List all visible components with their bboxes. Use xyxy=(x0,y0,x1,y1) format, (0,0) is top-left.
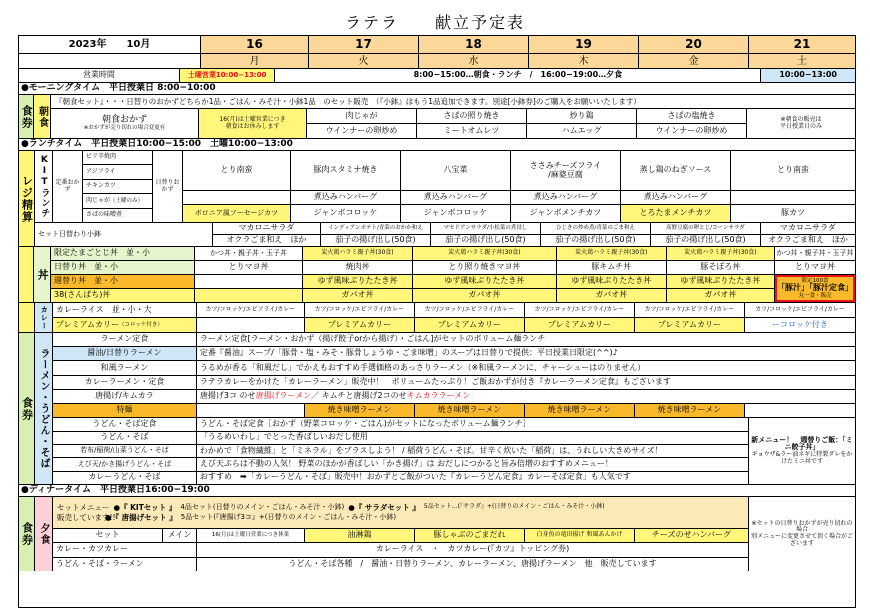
curry-wed: カツ/コロッケ/エビフライ/カレー xyxy=(415,303,525,317)
header-hours-row xyxy=(19,69,855,83)
udon-row-5 xyxy=(53,472,748,484)
noodle-row-5-label: 唐揚げ/キムカラ xyxy=(53,390,197,403)
udon-row-5-label: カレーうどん・そば xyxy=(53,472,197,484)
morning-fri-2: ウインナーの卵炒め xyxy=(655,125,728,135)
don-sat-2: とりマヨ丼 xyxy=(775,261,855,275)
morning-tue-2: ウインナーの卵炒め xyxy=(325,125,398,135)
curry-fri: カツ/コロッケ/エビフライ/カレー xyxy=(635,303,745,317)
udon-row-2-label: うどん・そば xyxy=(53,432,197,444)
karaage-set-detail: 5品セット(『唐揚げ3コ』+(日替りのメイン・ごはん・みそ汁・小鉢) xyxy=(180,512,397,521)
udon-row-2-text: 「うるめいわし」でとった香ばしいおだし使用 xyxy=(199,432,368,442)
dinner-curry-row xyxy=(53,543,748,558)
salad-set: ●『 サラダセット 』 xyxy=(348,503,420,513)
curry-label: カレーライス 並・小・大 xyxy=(53,303,197,317)
morning-fri xyxy=(637,109,747,138)
teishoku-item-4-text: 肉じゃが xyxy=(85,196,110,204)
karaage-text-2: ／ キムチと唐揚げ2コのせ xyxy=(311,390,407,400)
lunch-section-row xyxy=(19,139,855,151)
udon-row-1 xyxy=(53,418,748,431)
day-num-18: 18 xyxy=(419,36,529,53)
don-row-2-wed: とり照り焼きマヨ丼 xyxy=(448,262,521,272)
lunch-sub1-mon xyxy=(183,191,291,204)
don-sat-1: かつ丼・親子丼・玉子丼 xyxy=(775,247,855,261)
lunch-sub1-wed: 煮込みハンバーグ xyxy=(401,191,511,204)
lunch-main-row xyxy=(183,151,855,191)
tokusei-sat xyxy=(745,404,855,417)
noodle-row-1-label: ラーメン定食 xyxy=(53,333,197,346)
noodle-row-1 xyxy=(53,333,855,347)
dow-mon: 月 xyxy=(201,54,309,68)
don-row-1 xyxy=(51,247,556,261)
dow-tue: 火 xyxy=(309,54,419,68)
morning-thu-1: 炒り鶏 xyxy=(527,109,636,124)
don-row-1-fri: 炭火鶏ハラミ親子丼(30食) xyxy=(667,247,774,260)
hours-sat: 10:00−13:00 xyxy=(761,69,855,82)
dinner-sat-note: ※セットの日替りおかずが売り切れの場合 別メニューに変更させて頂く場合がございます xyxy=(751,519,854,547)
kobachi2-fri: 茄子の揚げ出し(50食) xyxy=(651,235,761,246)
morning-okazu-note: ※おかずが売り切れの場合変更有 xyxy=(83,125,166,132)
premium-mon xyxy=(197,318,305,332)
day-num-19: 19 xyxy=(529,36,639,53)
lunch-sub1-row xyxy=(183,191,855,205)
day-num-17: 17 xyxy=(309,36,419,53)
curry-block xyxy=(19,303,855,333)
teishoku-label: 定番おかず xyxy=(53,151,83,222)
teishoku-item-4 xyxy=(83,194,152,208)
noodle-side-label-2: ラーメン・うどん・そば xyxy=(35,333,53,484)
don-row-3-label: 週替り丼 並・小 xyxy=(51,275,195,288)
morning-okazu-cell xyxy=(51,109,199,138)
morning-block xyxy=(19,95,855,139)
teishoku-item-5: さばの味噌煮 xyxy=(85,211,122,219)
kobachi1-sat: マカロニサラダ xyxy=(780,223,836,233)
noodle-block xyxy=(19,333,855,485)
udon-row-4-label: えび天/かき揚げうどん・そば xyxy=(53,458,197,470)
lunch-sub2-thu: ジャンボメンチカツ xyxy=(511,205,621,222)
don-sat-special-top: 限定100食 xyxy=(801,278,829,285)
don-side-label: 丼 xyxy=(34,247,51,302)
don-row-3-mon xyxy=(195,275,303,288)
dinner-block xyxy=(19,497,855,571)
kobachi2-tue: 茄子の揚げ出し(50食) xyxy=(321,235,431,246)
lunch-kit-block xyxy=(19,151,855,247)
don-row-2-thu: 豚キムチ丼 xyxy=(557,261,667,274)
hours-mon: 土曜営業10:00−13:00 xyxy=(180,69,276,82)
udon-row-3 xyxy=(53,445,748,458)
morning-wed-2: ミートオムレツ xyxy=(443,125,500,135)
udon-row-2 xyxy=(53,432,748,445)
kobachi2-wed: 茄子の揚げ出し(50食) xyxy=(431,235,541,246)
lunch-sub2-mon: ボロニア風ソーセージカツ xyxy=(183,205,291,222)
premium-label-cell xyxy=(53,318,197,332)
noodle-row-3-label: 和風ラーメン xyxy=(53,361,197,374)
don-sat-special-text: 「豚汁」「豚汁定食」 xyxy=(777,283,853,293)
morning-wed xyxy=(417,109,527,138)
header-dow-row xyxy=(19,54,855,69)
udon-row-4-text: えび天ぷらは不動の人気！ 野菜のほかが香ばしい「かき揚げ」は おだしにつかると旨み倍増のおすすめメニュー！ xyxy=(199,459,613,469)
premium-row xyxy=(53,318,855,332)
set-menu-block xyxy=(53,497,748,529)
morning-okazu-label: 朝食おかず xyxy=(101,114,147,125)
kobachi-row-1 xyxy=(213,223,855,235)
morning-section-row xyxy=(19,83,855,95)
karaage-ramen: 唐揚げラーメン xyxy=(255,390,312,400)
lunch-main-sat: とり南蛮 xyxy=(776,165,809,175)
lunch-sub1-thu: 煮込みハンバーグ xyxy=(511,191,621,204)
curry-thu: カツ/コロッケ/エビフライ/カレー xyxy=(525,303,635,317)
dinner-side-label: 食券 xyxy=(19,497,35,571)
dinner-fri: チーズのせハンバーグ xyxy=(635,529,748,542)
lunch-sub2-sat: 豚カツ xyxy=(780,208,805,218)
menu-table xyxy=(18,35,856,608)
kit-lunch-label: KITランチ xyxy=(35,151,53,222)
curry-mon: カツ/コロッケ/エビフライ/カレー xyxy=(197,303,305,317)
morning-section-title: ●モーニングタイム 平日授業日 8:00−10:00 xyxy=(21,83,216,93)
dinner-curry-label: カレー・カツカレー xyxy=(53,543,197,557)
lunch-sub1-fri: 煮込みハンバーグ xyxy=(621,191,731,204)
lunch-main-wed: 八宝菜 xyxy=(401,151,511,190)
don-row-4-wed: ガパオ丼 xyxy=(413,289,556,302)
premium-sat: ーコロッケ付き xyxy=(772,319,828,329)
dow-thu: 木 xyxy=(529,54,639,68)
teishoku-item-2: アジフライ xyxy=(83,165,152,179)
don-row-4-mon xyxy=(195,289,303,302)
dow-wed: 水 xyxy=(419,54,529,68)
kobachi-block xyxy=(35,223,855,246)
don-row-3 xyxy=(51,275,556,289)
don-row-3-fri: ゆず風味ぶりたたき丼 xyxy=(667,275,774,288)
curry-sat: カツ/コロッケ/エビフライ/カレー xyxy=(755,305,845,313)
sat-new-menu xyxy=(749,418,855,484)
don-row-3-wed: ゆず風味ぶりたたき丼 xyxy=(413,275,556,288)
day-num-16: 16 xyxy=(201,36,309,53)
tokusei-row xyxy=(53,404,855,418)
don-row-1-thu: 炭火鶏ハラミ親子丼(30食) xyxy=(557,247,667,260)
don-row-2 xyxy=(51,261,556,275)
lunch-main-fri: 蒸し鶏のねぎソース xyxy=(621,151,731,190)
day-num-20: 20 xyxy=(639,36,749,53)
set-menu-label: セットメニュー xyxy=(57,503,110,513)
noodle-row-3 xyxy=(53,361,855,375)
lunch-main-thu: ささみチーズフライ /麻婆豆腐 xyxy=(511,151,621,190)
dinner-udon-label: うどん・そば・ラーメン xyxy=(53,558,197,572)
don-row-3-thu: ゆず風味ぶりたたき丼 xyxy=(557,275,667,288)
salad-set-detail: 5品セット…(『サラダ』+(日替りのメイン・ごはん・みそ汁・小鉢) xyxy=(423,503,605,511)
don-row-4-fri: ガパオ丼 xyxy=(667,289,774,302)
lunch-sub1-tue: 煮込みハンバーグ xyxy=(291,191,401,204)
don-row-3-tue: ゆず風味ぶりたたき丼 xyxy=(303,275,413,288)
dinner-main-row xyxy=(53,529,748,543)
tokusei-thu: 焼き味噌ラーメン xyxy=(525,404,635,417)
premium-wed: プレミアムカリー xyxy=(415,318,525,332)
teishoku-item-3: チキンカツ xyxy=(83,180,152,194)
noodle-side-label: 食券 xyxy=(19,333,35,484)
udon-row-3-label: 若布/稲荷/山菜うどん・そば xyxy=(53,445,197,457)
karaage-set: ●『 唐揚げセット 』 xyxy=(105,512,177,522)
premium-label: プレミアムカリー xyxy=(55,319,120,329)
udon-row-3-text: わかめで「食物繊維」と「ミネラル」をプラスしよう！ / 稲荷うどん・そば。甘辛く炊いた「稲荷」は、うれしい大きめサイズ！ xyxy=(199,445,663,455)
morning-tue-1: 肉じゃが xyxy=(307,109,416,124)
don-row-1-label: 限定たまごとじ丼 並・小 xyxy=(51,247,195,260)
kit-set-detail: 4品セット(日替りのメイン・ごはん・みそ汁・小鉢) xyxy=(180,503,345,512)
hours-weekday: 8:00−15:00…朝食・ランチ / 16:00−19:00…夕食 xyxy=(275,69,761,82)
year-month: 2023年 10月 xyxy=(19,36,201,53)
noodle-row-3-text: うるめが香る「和風だし」でかえもおすすめ手選価格のあっさりラーメン（※和風ラーメンに、チャーシューはのりません） xyxy=(199,362,646,372)
higawari-label: 日替りおかず xyxy=(153,151,183,222)
lunch-main-tue: 豚肉スタミナ焼き xyxy=(291,151,401,190)
morning-sat: ※朝食の販売は 平日授業日のみ xyxy=(779,115,822,130)
set-menu-line-1 xyxy=(57,503,748,512)
tokusei-mon xyxy=(197,404,305,417)
lunch-sub2-fri: とろたまメンチカツ xyxy=(621,205,731,222)
kimukara-ramen: キムカララーメン xyxy=(406,390,471,400)
morning-wed-1: さばの照り焼き xyxy=(417,109,526,124)
morning-tue xyxy=(307,109,417,138)
dinner-section-title: ●ディナータイム 平日授業日16:00−19:00 xyxy=(21,485,210,495)
morning-side-label: 食券 xyxy=(19,95,34,138)
dow-sat: 土 xyxy=(749,54,855,68)
day-num-21: 21 xyxy=(749,36,855,53)
lunch-sub2-wed: ジャンボコロッケ xyxy=(401,205,511,222)
noodle-row-5 xyxy=(53,390,855,404)
dinner-section-row xyxy=(19,485,855,497)
lunch-sub2-row xyxy=(183,205,855,222)
don-row-2-tue: 焼肉丼 xyxy=(303,261,413,274)
don-sat-special xyxy=(775,275,855,302)
don-row-4 xyxy=(51,289,556,302)
noodle-row-2 xyxy=(53,347,855,361)
dinner-set-label: セット xyxy=(53,529,163,542)
lunch-sub2-tue: ジャンボコロッケ xyxy=(291,205,401,222)
don-row-4-label: 38(さんぱち)丼 xyxy=(51,289,195,302)
dinner-curry-text: カレーライス ・ カツカレー(『カツ』トッピング券) xyxy=(375,544,570,554)
don-sat-special-bottom: 丸一食・販売 xyxy=(798,292,832,299)
kobachi2-mon: オクラごま和え ほか xyxy=(213,235,321,246)
kobachi1-thu: ひじきの炒め煮/青菜のごま和え xyxy=(541,223,651,234)
don-row-2-label: 日替り丼 並・小 xyxy=(51,261,195,274)
don-row-4-thu: ガパオ丼 xyxy=(557,289,667,302)
tokusei-fri: 焼き味噌ラーメン xyxy=(635,404,745,417)
dow-fri: 金 xyxy=(639,54,749,68)
teishoku-list xyxy=(83,151,153,222)
lunch-main-mon: とり南蛮 xyxy=(183,151,291,190)
kobachi1-wed: マセドアンサラダ/小松菜の煮浸し xyxy=(431,223,541,234)
morning-thu xyxy=(527,109,637,138)
tokusei-tue: 焼き味噌ラーメン xyxy=(305,404,415,417)
morning-notice: 『朝食セット』・・・日替りのおかずどちらか1品・ごはん・みそ汁・小鉢1品 のセット販売 （『小鉢』はもう1品追加できます。別途[小鉢券]のご購入をお願いいたします） xyxy=(51,95,855,109)
noodle-row-5-text xyxy=(197,390,855,403)
premium-note: （コロッケ付き） xyxy=(119,321,163,328)
udon-row-1-text: うどん・そば定食［おかず（野菜コロッケ・ごはん)がセットになったボリューム麺ランチ］ xyxy=(199,418,531,428)
teishoku-item-4-suffix: （土曜のみ） xyxy=(109,197,143,204)
kobachi1-mon: マカロニサラダ xyxy=(213,223,321,234)
dinner-thu: 白身魚の竜田揚げ 和風あんかけ xyxy=(525,529,635,542)
premium-thu: プレミアムカリー xyxy=(525,318,635,332)
don-block xyxy=(19,247,855,303)
sat-new-menu-desc: ギョウザ&ラー油ネギに特製ダレをかけたミニ丼です xyxy=(751,451,853,465)
teishoku-item-1: ピリ辛焼肉 xyxy=(83,151,152,165)
karaage-text-1: 唐揚げ3コ のせ xyxy=(199,390,256,400)
kobachi2-thu: 茄子の揚げ出し(50食) xyxy=(541,235,651,246)
don-row-2-mon: とりマヨ丼 xyxy=(195,261,303,274)
noodle-row-2-text: 定番『醤油』スープ/「豚骨・塩・みそ・豚骨しょうゆ・ごま味噌」のスープは日替りで提供：平日授業日限定(^^)♪ xyxy=(199,348,618,358)
don-row-1-wed: 炭火鶏ハラミ親子丼(30食) xyxy=(413,247,556,260)
udon-row-5-text: おすすめ ➡「カレーうどん・そば」販売中！おかずとご飯がついた『カレーうどん定食』カレーそば定食」も人気です xyxy=(199,472,631,482)
noodle-row-4-text: ラテラカレーをかけた「カレーラーメン」販売中！ ボリュームたっぷり！ご飯おかずが付き『カレーラーメン定食』もございます xyxy=(199,376,671,386)
sat-new-menu-title: 新メニュー！ 週替りご飯：「ミニ餃子丼」 xyxy=(751,435,853,452)
hours-label: 営業時間 xyxy=(19,69,180,82)
dinner-udon-text: うどん・そば各種 / 醤油・日替りラーメン、カレーラーメン、唐揚げラーメン 他 販売しています xyxy=(288,558,657,568)
morning-sub-label: 朝食 xyxy=(34,95,51,138)
lunch-sub1-sat xyxy=(731,191,855,204)
dinner-main-label: メイン xyxy=(163,529,197,542)
curry-row xyxy=(53,303,855,318)
dinner-udon-row xyxy=(53,558,748,572)
morning-mon: 16(月)は土曜営業につき 朝食はお休みします xyxy=(199,109,307,138)
morning-fri-1: さばの塩焼き xyxy=(637,109,746,124)
lunch-side-label: レジ精算 xyxy=(19,151,35,246)
morning-thu-2: ハムエッグ xyxy=(561,125,602,135)
noodle-row-4 xyxy=(53,376,855,390)
udon-row-4 xyxy=(53,458,748,471)
tokusei-label: 特麺 xyxy=(53,404,197,417)
kit-set: ●『 KITセット 』 xyxy=(113,503,177,513)
page-title: ラテラ 献立予定表 xyxy=(344,13,525,32)
noodle-row-4-label: カレーラーメン・定食 xyxy=(53,376,197,389)
noodle-row-1-text: ラーメン定食[ラーメン・おかず（揚げ餃子orから揚げ）・ごはん]がセットのボリューム麺ランチ xyxy=(199,334,546,344)
selling-label: 販売しています!! xyxy=(57,512,116,522)
dinner-wed: 豚しゃぶのごまだれ xyxy=(415,529,525,542)
kobachi1-tue: インディアンポテト/青菜のおかか和え xyxy=(321,223,431,234)
set-menu-line-2 xyxy=(57,513,748,522)
lunch-section-title: ●ランチタイム 平日授業日10:00−15:00 土曜10:00−13:00 xyxy=(21,139,293,149)
dinner-tue: 油淋鶏 xyxy=(305,529,415,542)
premium-tue: プレミアムカリー xyxy=(305,318,415,332)
curry-tue: カツ/コロッケ/エビフライ/カレー xyxy=(305,303,415,317)
don-row-4-tue: ガパオ丼 xyxy=(303,289,413,302)
curry-side-label: カレー xyxy=(35,303,53,332)
noodle-row-2-label: 醤油/日替りラーメン xyxy=(53,347,197,360)
header-date-row xyxy=(19,36,855,54)
don-row-1-mon: かつ丼・親子丼・玉子丼 xyxy=(195,247,303,260)
kobachi2-sat: オクラごま和え ほか xyxy=(768,235,848,245)
premium-fri: プレミアムカリー xyxy=(635,318,745,332)
kobachi-row-2 xyxy=(213,235,855,246)
kobachi1-fri: 高野豆腐の卵とじ/コーンサラダ xyxy=(651,223,761,234)
udon-row-1-label: うどん・そば定食 xyxy=(53,418,197,430)
don-row-1-tue: 炭火鶏ハラミ親子丼(30食) xyxy=(303,247,413,260)
tokusei-wed: 焼き味噌ラーメン xyxy=(415,404,525,417)
dinner-side-label-2: 夕食 xyxy=(35,497,53,571)
dinner-mon: 16(月)は土曜日営業につき休業 xyxy=(197,529,305,542)
kobachi-label: セット日替わり小鉢 xyxy=(35,223,213,246)
don-row-2-fri: 豚そぼろ丼 xyxy=(700,262,741,272)
